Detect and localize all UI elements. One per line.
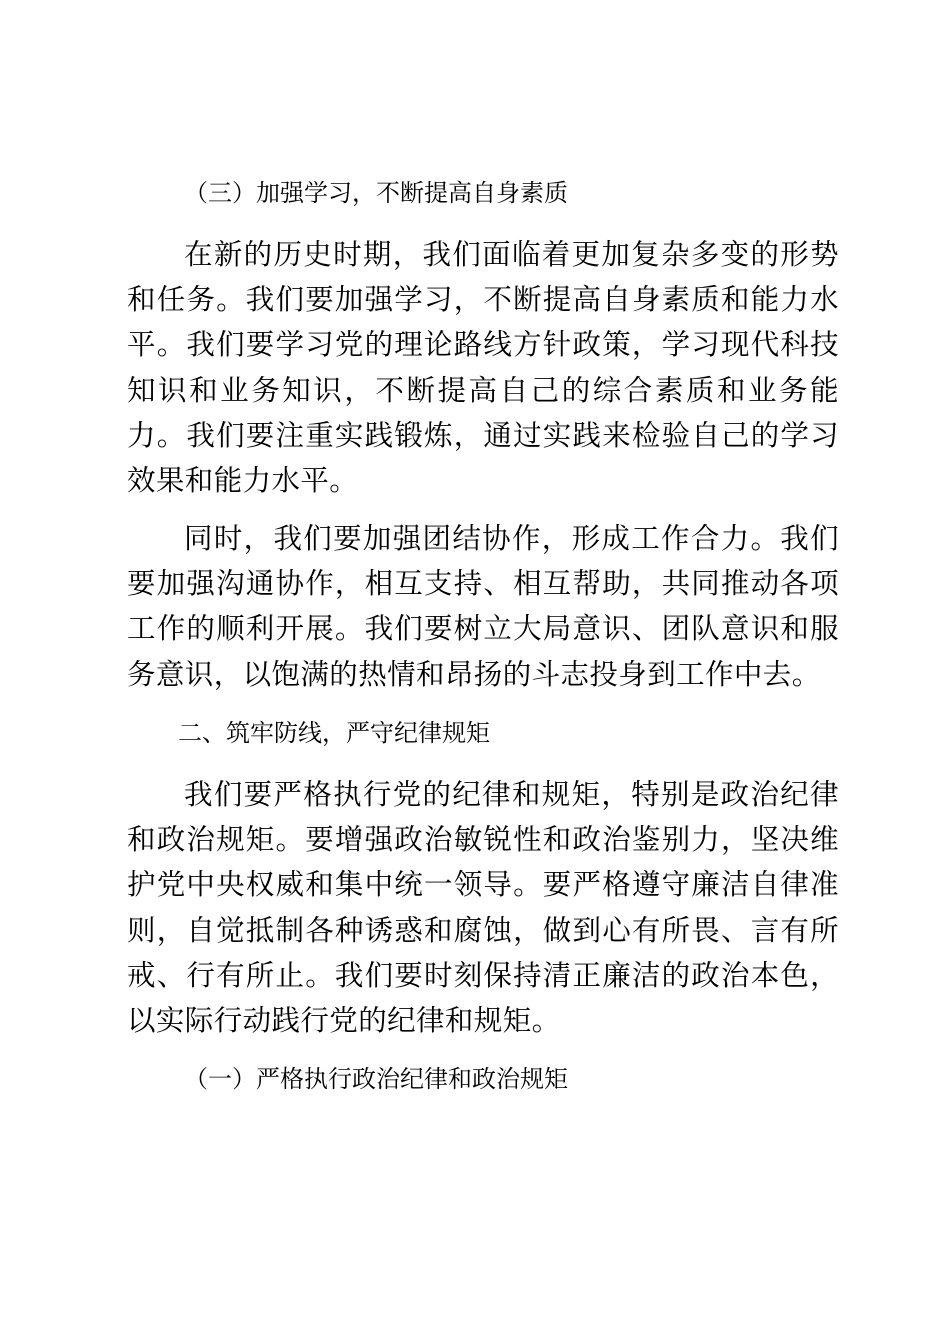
subheading-political-discipline: （一）严格执行政治纪律和政治规矩 bbox=[184, 1065, 568, 1093]
paragraph-discipline: 我们要严格执行党的纪律和规矩，特别是政治纪律和政治规矩。要增强政治敏锐性和政治鉴别力，坚决维护党中央权威和集中统一领导。要严格遵守廉洁自律准则，自觉抵制各种诱惑和腐蚀，做到心有所畏、言有所戒、行有所止。我们要时刻保持清正廉洁的政治本色，以实际行动践行党的纪律和规矩。 bbox=[127, 778, 839, 1038]
paragraph-learning: 在新的历史时期，我们面临着更加复杂多变的形势和任务。我们要加强学习，不断提高自身素质和能力水平。我们要学习党的理论路线方针政策，学习现代科技知识和业务知识，不断提高自己的综合素质和业务能力。我们要注重实践锻炼，通过实践来检验自己的学习效果和能力水平。 bbox=[127, 238, 839, 498]
paragraph-teamwork: 同时，我们要加强团结协作，形成工作合力。我们要加强沟通协作，相互支持、相互帮助，共同推动各项工作的顺利开展。我们要树立大局意识、团队意识和服务意识，以饱满的热情和昂扬的斗志投身到工作中去。 bbox=[127, 522, 839, 691]
section-title-discipline: 二、筑牢防线，严守纪律规矩 bbox=[178, 719, 490, 747]
subheading-strengthen-learning: （三）加强学习，不断提高自身素质 bbox=[184, 179, 568, 207]
